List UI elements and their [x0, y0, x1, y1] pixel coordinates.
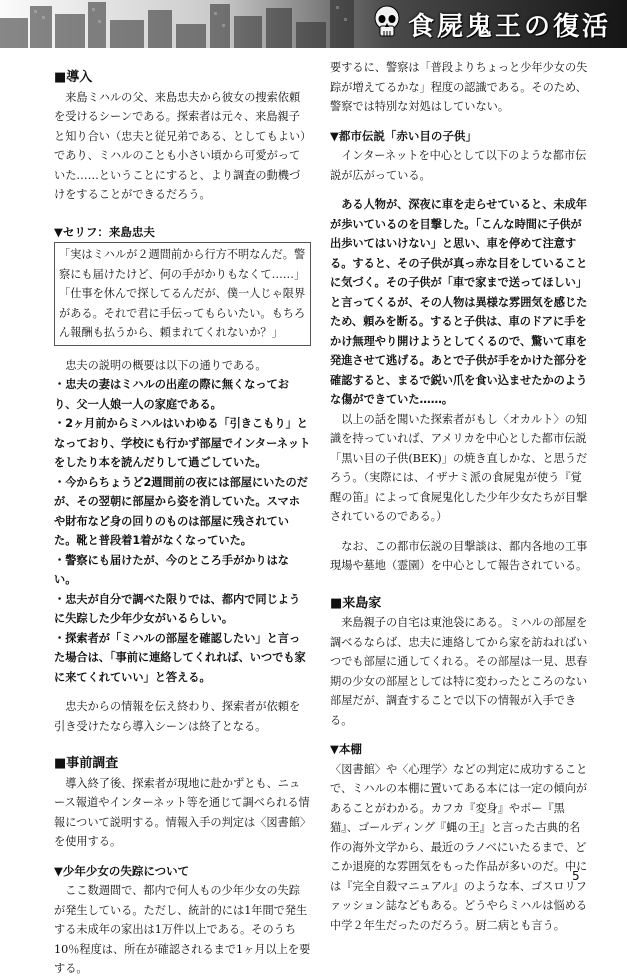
- skull-icon: [372, 4, 402, 40]
- dialogue-box: [54, 242, 311, 346]
- page-header: [0, 0, 627, 48]
- list-item: ・2ヶ月前からミハルはいわゆる「引きこもり」となっており、学校にも行かず部屋でインターネットをしたり本を読んだりして過ごしていた。: [54, 417, 311, 469]
- right-column: [330, 58, 590, 935]
- list-item: ・警察にも届けたが、今のところ手がかりはない。: [54, 553, 289, 586]
- scenario-title: 食屍鬼王の復活: [408, 12, 612, 42]
- kurushima-paragraph: 来島親子の自宅は東池袋にある。ミハルの部屋を調べるならば、忠夫に連絡してから家を訪ねればいつでも部屋に通してくれる。その部屋は一見、思春期の少女の部屋としては特に変わったところのない部屋だが、調査することで以下の情報が入手できる。: [330, 616, 588, 727]
- police-paragraph: 要するに、警察は「普段よりちょっと少年少女の失踪が増えてるかな」程度の認識である。そのため、警察では特別な対処はしていない。: [330, 61, 588, 113]
- legend-lead: インターネットを中心として以下のような都市伝説が広がっている。: [330, 149, 587, 182]
- sightings-paragraph: なお、この都市伝説の目撃談は、都内各地の工事現場や墓地（霊園）を中心として報告されている。: [330, 539, 588, 572]
- intro-end-paragraph: 忠夫からの情報を伝え終わり、探索者が依頼を引き受けたなら導入シーンは終了となる。: [54, 700, 301, 733]
- missing-paragraph: ここ数週間で、都内で何人もの少年少女の失踪が発生している。ただし、統計的には1年間で発生する未成年の家出は1万件以上である。そのうち10％程度は、所在が確認されるまで1ヶ月以上を要する。: [54, 884, 311, 975]
- section-heading-kurushima: ■来島家: [330, 595, 382, 611]
- subheading-missing: ▼少年少女の失踪について: [54, 863, 190, 878]
- list-item: ・今からちょうど2週間前の夜には部屋にいたのだが、その翌朝に部屋から姿を消していた。スマホや財布など身の回りのものは部屋に残されていた。靴と普段着1着がなくなっていた。: [54, 475, 308, 547]
- page-number: 5: [572, 869, 580, 883]
- subheading-dialogue: ▼セリフ：来島忠夫: [54, 224, 155, 239]
- dialogue-line: 「仕事を休んで探してるんだが、僕一人じゃ限界がある。それで君に手伝ってもらいたい。もちろん報酬も払うから、頼まれてくれないか？」: [59, 287, 306, 339]
- summary-lead: 忠夫の説明の概要は以下の通りである。: [65, 358, 267, 372]
- legend-story: ある人物が、深夜に車を走らせていると、未成年が歩いているのを目撃した。「こんな時間に子供が出歩いてはいけない」と思い、車を停めて注意する。すると、その子供が真っ赤な目をしていることに気づく。その子供が「車で家まで送ってほしい」と言ってくるが、その人物は異様な雰囲気を感じたため、頼みを断る。すると子供は、車のドアに手をかけ無理やり開けようとしてくるので、驚いて車を発進させて逃げる。あとで子供が手をかけた部分を確認すると、まるで鋭い爪を食い込ませたかのような傷ができていた……。: [330, 198, 588, 406]
- list-item: ・忠夫の妻はミハルの出産の際に無くなっており、父一人娘一人の家庭である。: [54, 378, 289, 411]
- section-heading-intro: ■導入: [54, 70, 93, 85]
- list-item: ・探索者が「ミハルの部屋を確認したい」と言った場合は、「事前に連絡してくれれば、いつでも家に来てくれていい」と答える。: [54, 631, 306, 684]
- prelim-paragraph: 導入終了後、探索者が現地に赴かずとも、ニュース報道やインターネット等を通じて調べられる情報について説明する。情報入手の判定は〈図書館〉を使用する。: [54, 776, 310, 848]
- intro-paragraph: 来島ミハルの父、来島忠夫から彼女の捜索依頼を受けるシーンである。探索者は元々、来島親子と知り合い（忠夫と従兄弟である、としてもよい）であり、ミハルのことも小さい頃から可愛がっていた……ということにすると、より調査の動機づけをすることができるだろう。: [54, 90, 306, 201]
- subheading-bookshelf: ▼本棚: [330, 742, 362, 756]
- section-heading-prelim: ■事前調査: [54, 756, 119, 771]
- occult-paragraph: 以上の話を聞いた探索者がもし〈オカルト〉の知識を持っていれば、アメリカを中心とした都市伝説「黒い目の子供(BEK)」の焼き直しかな、と思うだろう。（実際には、イザナミ派の食屍鬼が使う『覚醒の笛』によって食屍鬼化した少年少女たちが目撃されているのである。）: [330, 412, 588, 523]
- left-column: [54, 58, 311, 979]
- summary-list: [54, 375, 311, 687]
- list-item: ・忠夫が自分で調べた限りでは、都内で同じように失踪した少年少女がいるらしい。: [54, 592, 301, 625]
- dialogue-line: 「実はミハルが２週間前から行方不明なんだ。警察にも届けたけど、何の手がかりもなくて……」: [59, 248, 306, 281]
- subheading-urban-legend: ▼都市伝説「赤い目の子供」: [330, 128, 477, 143]
- bookshelf-paragraph: 〈図書館〉や〈心理学〉などの判定に成功することで、ミハルの本棚に置いてある本には一定の傾向があることがわかる。カフカ『変身』やポー『黒猫』、ゴールディング『蝿の王』と言った古典的名作の海外文学から、最近のラノベにいたるまで、どこか退廃的な雰囲気をもった作品が多いのだ。中には『完全自殺マニュアル』のような本、ゴスロリファッション誌などもある。どうやらミハルは悩める中学２年生だったのだろう。厨二病とも言う。: [330, 762, 588, 932]
